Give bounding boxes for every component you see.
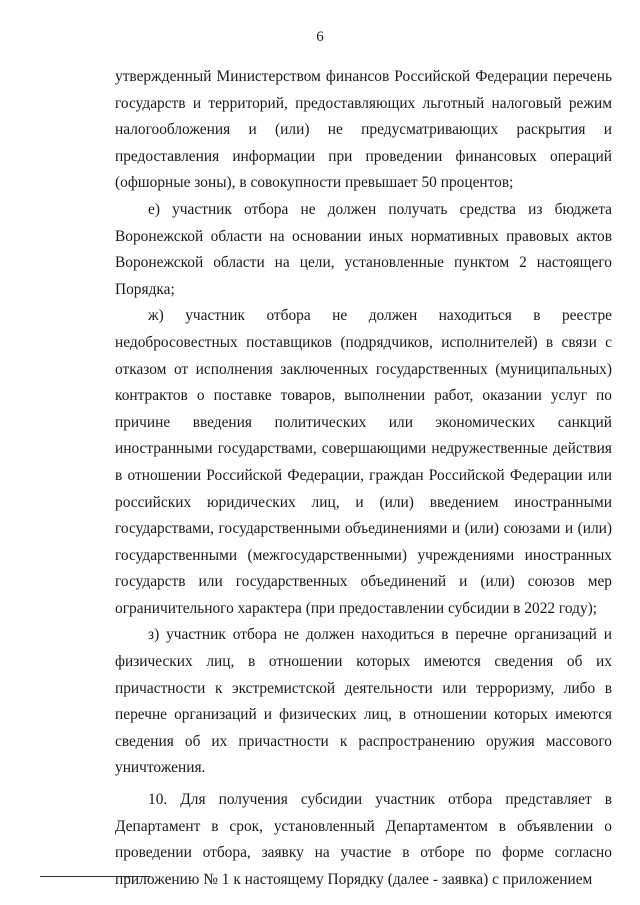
paragraph-continuation: утвержденный Министерством финансов Российской Федерации перечень государств и территорий, предоставляющих льготный налоговый режим налогообложения и (или) не предусматривающих раскрытия и предоставления информации при проведении финансовых операций (офшорные зоны), в совокупности превышает 50 процентов; bbox=[115, 68, 612, 192]
document-body bbox=[115, 64, 612, 893]
paragraph-item-zh: ж) участник отбора не должен находиться в реестре недобросовестных поставщиков (подрядчиков, исполнителей) в связи с отказом от исполнения заключенных государственных (муниципальных) контрактов о поставке товаров, выполнении работ, оказании услуг по причине введения политических или экономических санкций иностранными государствами, совершающими недружественные действия в отношении Российской Федерации, граждан Российской Федерации или российских юридических лиц, и (или) введением иностранными государствами, государственными объединениями и (или) союзами и (или) государственными (межгосударственными) учреждениями иностранных государств или государственных объединений и (или) союзов мер ограничительного характера (при предоставлении субсидии в 2022 году); bbox=[115, 307, 612, 617]
paragraph-item-e: е) участник отбора не должен получать средства из бюджета Воронежской области на основании иных нормативных правовых актов Воронежской области на цели, установленные пунктом 2 настоящего Порядка; bbox=[115, 200, 612, 298]
paragraph-clause-10: 10. Для получения субсидии участник отбора представляет в Департамент в срок, установленный Департаментом в объявлении о проведении отбора, заявку на участие в отборе по форме согласно приложению № 1 к настоящему Порядку (далее - заявка) с приложением bbox=[115, 791, 612, 888]
paragraph-item-z: з) участник отбора не должен находиться в перечне организаций и физических лиц, в отношении которых имеются сведения об их причастности к экстремистской деятельности или терроризму, либо в перечне организаций и физических лиц, в отношении которых имеются сведения об их причастности к распространению оружия массового уничтожения. bbox=[115, 626, 612, 777]
footnote-separator-line bbox=[40, 876, 150, 877]
page-number: 6 bbox=[316, 29, 324, 45]
